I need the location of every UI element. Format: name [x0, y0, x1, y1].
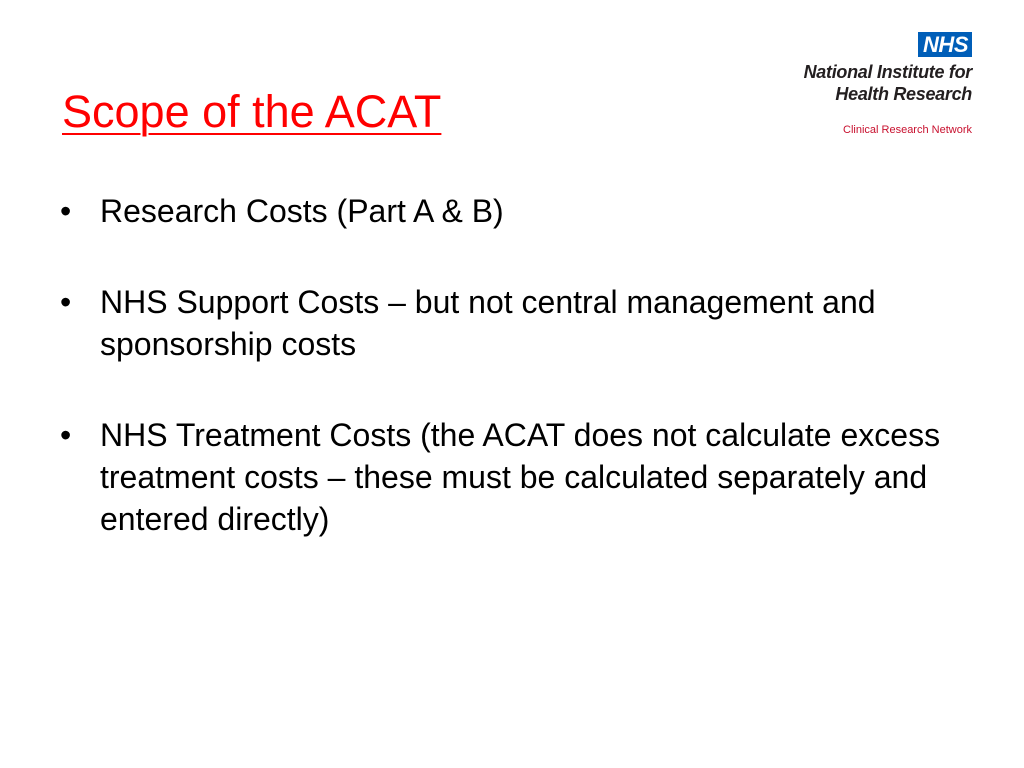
logo-line-2: Health Research — [835, 84, 972, 104]
nhs-badge: NHS — [918, 32, 972, 57]
logo-subtitle: Clinical Research Network — [843, 124, 972, 136]
bullet-item — [60, 190, 960, 232]
slide-title: Scope of the ACAT — [62, 86, 442, 137]
bullet-text: NHS Treatment Costs (the ACAT does not calculate excess treatment costs – these must be calculated separately and entered directly) — [100, 417, 941, 537]
bullet-marker: • — [60, 284, 72, 320]
bullet-text: Research Costs (Part A & B) — [100, 193, 504, 229]
bullet-item — [60, 281, 960, 365]
bullet-text: NHS Support Costs – but not central management and sponsorship costs — [100, 284, 876, 362]
logo-line-1: National Institute for — [803, 62, 972, 82]
bullet-marker: • — [60, 193, 72, 229]
nihr-logo — [752, 32, 972, 137]
bullet-list — [60, 190, 960, 589]
bullet-item — [60, 414, 960, 540]
bullet-marker: • — [60, 417, 72, 453]
